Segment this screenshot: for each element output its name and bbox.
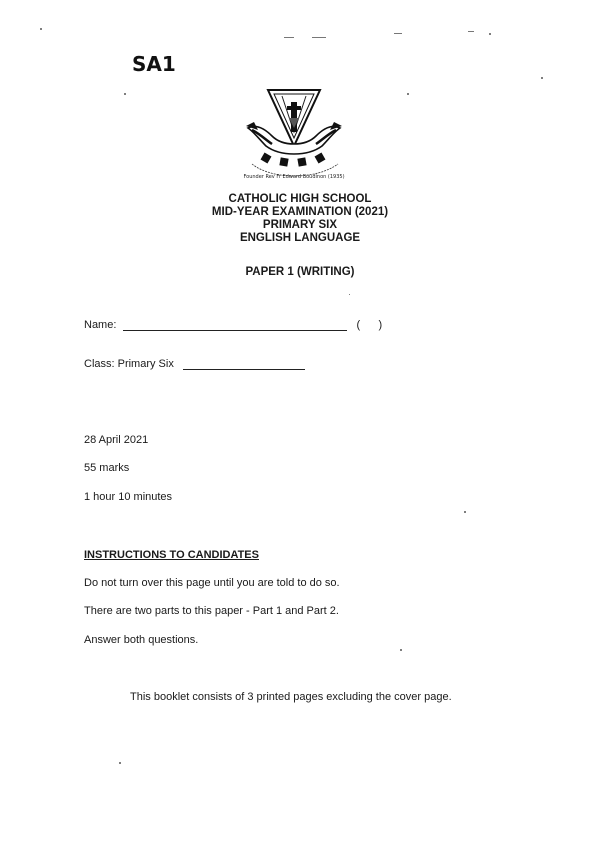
register-number-bracket: ( ) [356, 319, 383, 331]
name-label: Name: [84, 319, 117, 331]
scan-speck [464, 511, 466, 513]
scan-speck [489, 33, 491, 35]
duration: 1 hour 10 minutes [84, 491, 173, 503]
class-field[interactable] [183, 357, 305, 370]
scan-speck [119, 762, 121, 764]
scan-speck [541, 77, 543, 79]
exam-name: MID-YEAR EXAMINATION (2021) [211, 206, 389, 218]
scan-speck [40, 28, 42, 30]
scan-mark [394, 33, 402, 34]
scan-speck [124, 93, 126, 95]
name-field-row [84, 318, 382, 331]
scan-mark [468, 31, 474, 32]
crest-founder-text: Founder Rev Fr Edward Boudinon (1935) [243, 174, 345, 180]
instruction-item: Answer both questions. [84, 634, 199, 646]
document-tag: SA1 [132, 52, 176, 76]
exam-header [0, 193, 600, 245]
level: PRIMARY SIX [262, 219, 338, 231]
school-name: CATHOLIC HIGH SCHOOL [228, 193, 372, 205]
school-crest-logo [242, 84, 346, 184]
paper-title: PAPER 1 (WRITING) [245, 266, 355, 278]
subject: ENGLISH LANGUAGE [239, 232, 361, 244]
instructions-title: INSTRUCTIONS TO CANDIDATES [84, 549, 259, 561]
instruction-item: There are two parts to this paper - Part 1 and Part 2. [84, 605, 339, 617]
class-field-row [84, 357, 305, 370]
instruction-item: Do not turn over this page until you are told to do so. [84, 577, 340, 589]
class-label: Class: Primary Six [84, 358, 174, 370]
scan-mark [312, 37, 326, 38]
name-field[interactable] [123, 318, 347, 331]
scan-speck [349, 294, 350, 295]
booklet-note: This booklet consists of 3 printed pages excluding the cover page. [130, 691, 452, 703]
scan-speck [400, 649, 402, 651]
scan-mark [284, 37, 294, 38]
total-marks: 55 marks [84, 462, 130, 474]
scan-speck [407, 93, 409, 95]
exam-date: 28 April 2021 [84, 434, 149, 446]
